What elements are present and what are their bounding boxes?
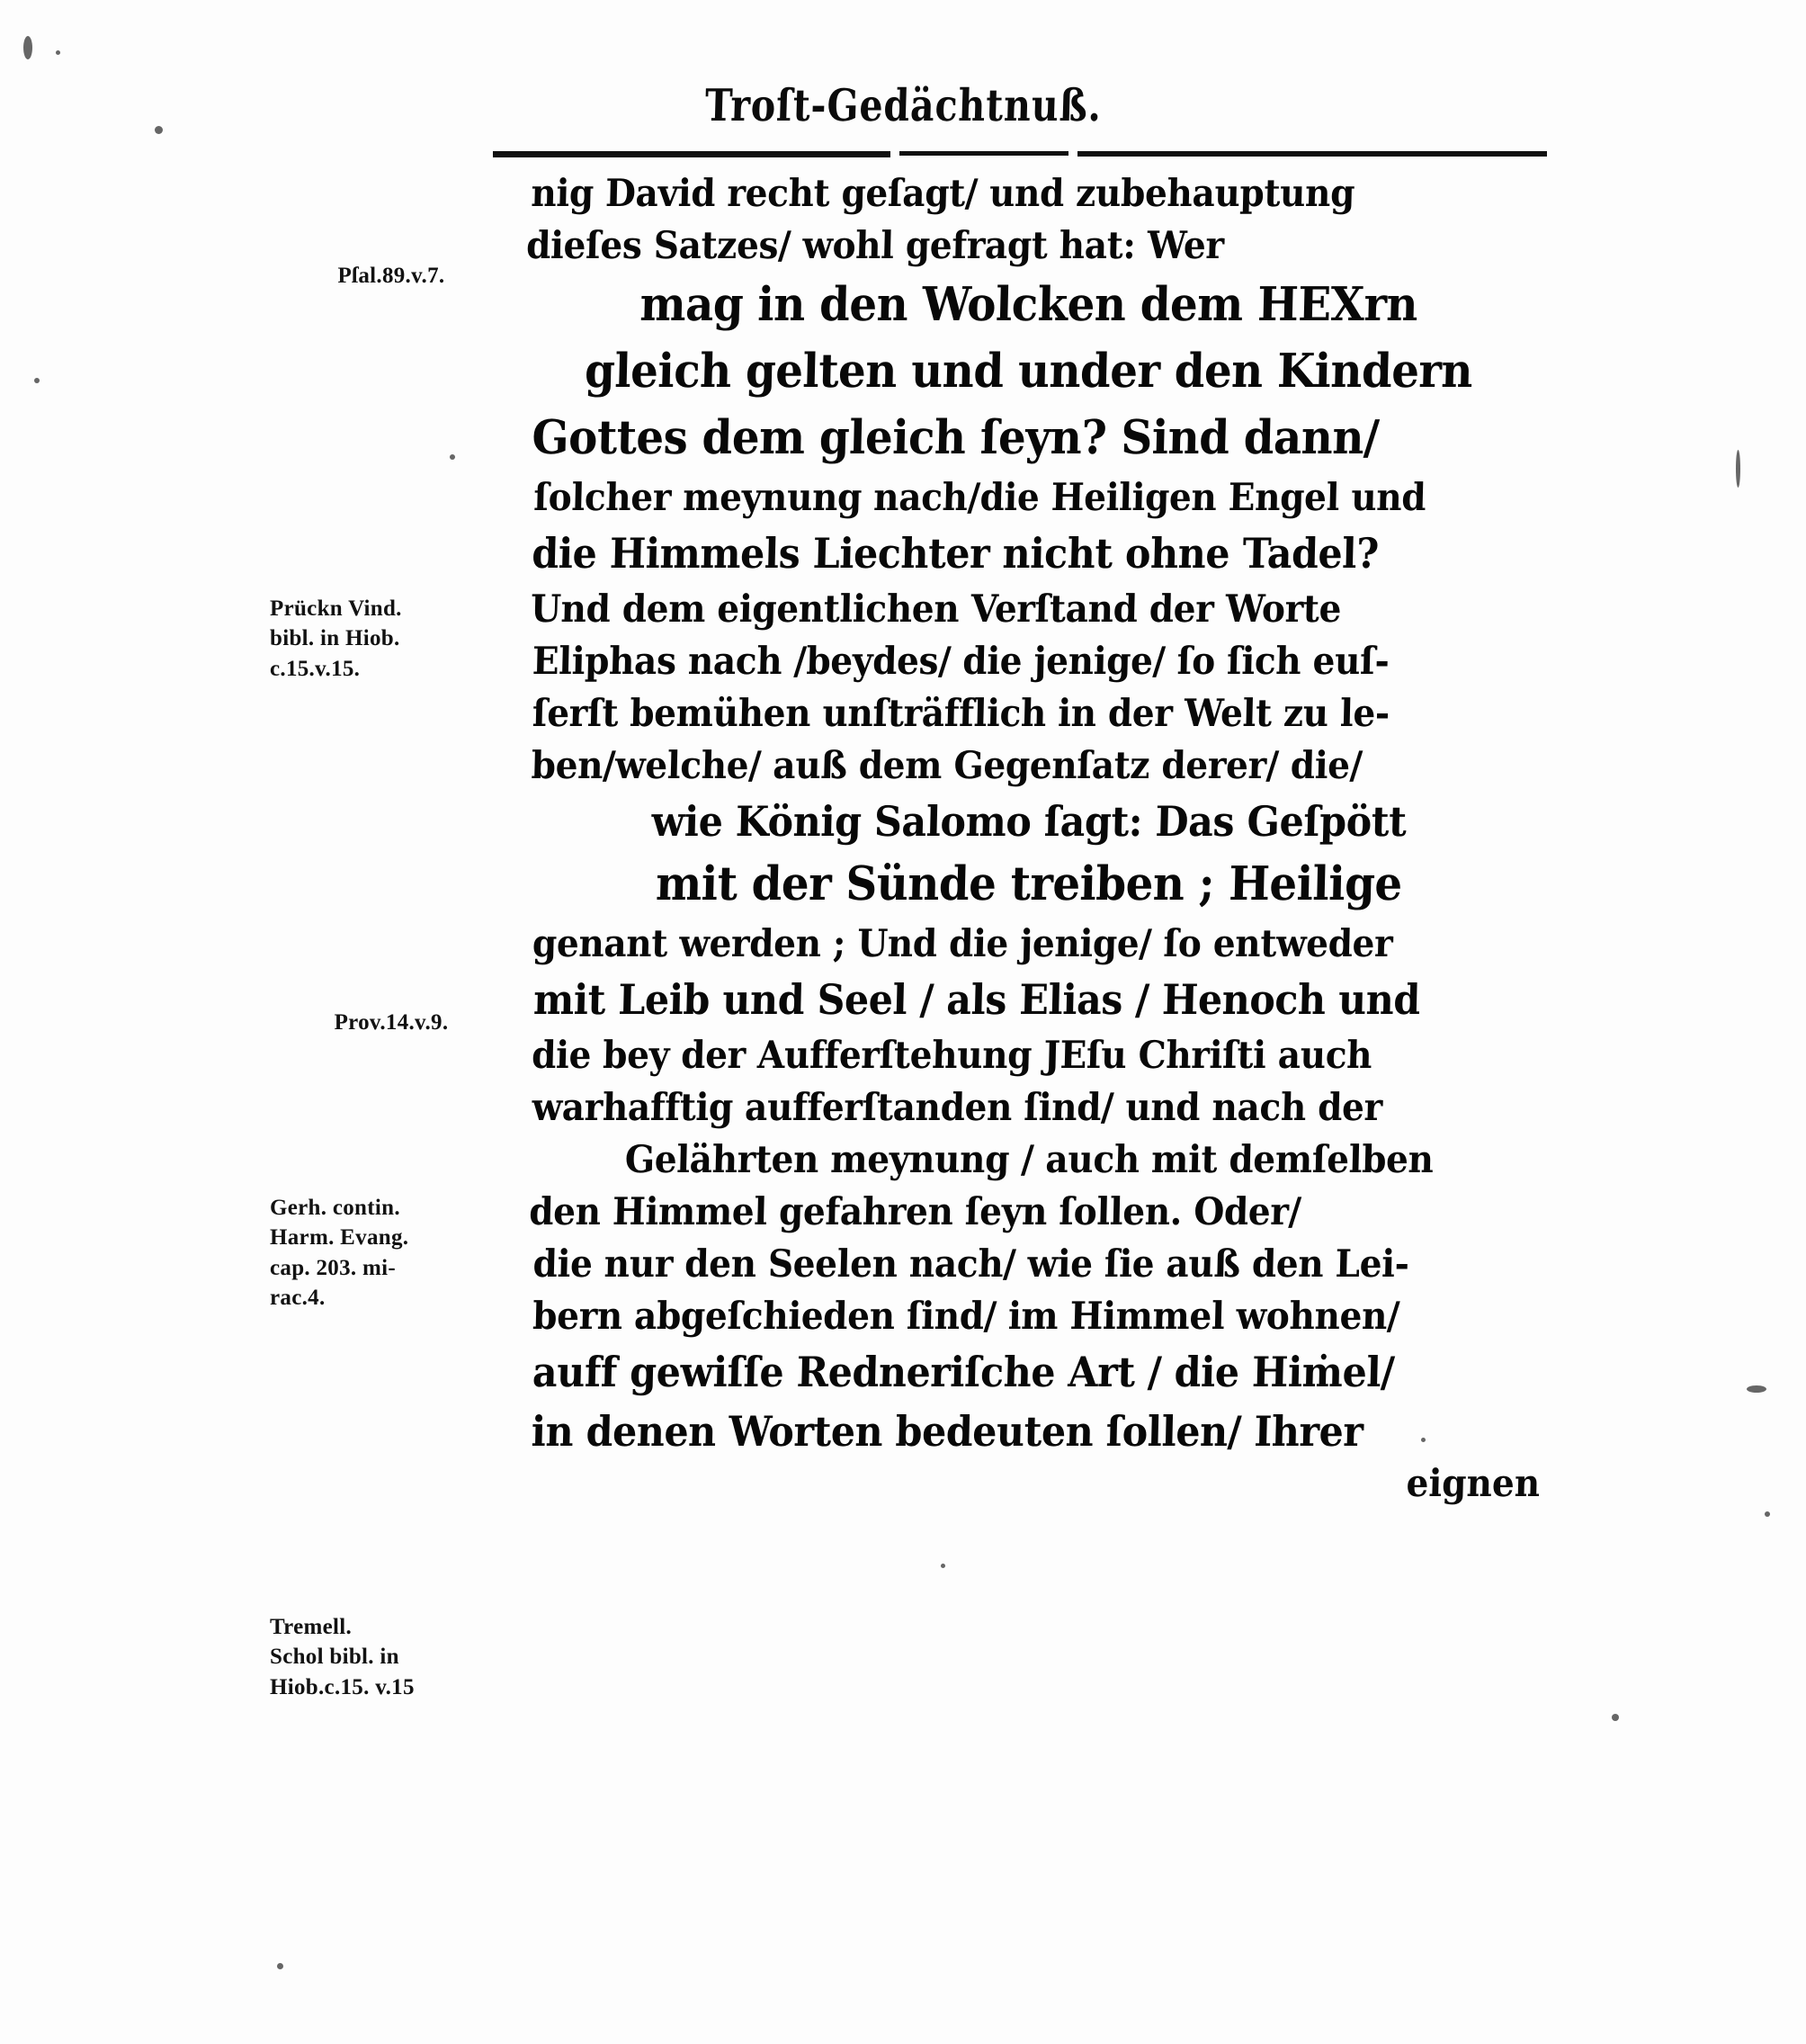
margin-note-line: Gerh. contin. (270, 1196, 400, 1220)
body-line-text: ben/welche/ auß dem Gegenſatz derer/ die/ (531, 743, 1363, 787)
body-line-text: auff gewiſſe Redneriſche Art / die Hiṁel/ (532, 1348, 1395, 1396)
body-text-column (500, 167, 1558, 1505)
body-line (500, 792, 1558, 851)
body-line (500, 1134, 1558, 1186)
body-line (500, 740, 1558, 792)
body-line-text: mit der Sünde treiben ; Heilige (655, 856, 1403, 911)
catchword (500, 1461, 1558, 1505)
body-line (500, 1186, 1558, 1238)
body-line (500, 687, 1558, 740)
body-line (500, 167, 1558, 220)
margin-note-line: cap. 203. mi- (270, 1255, 396, 1280)
body-line (500, 272, 1558, 338)
body-line (500, 1290, 1558, 1342)
body-line (500, 471, 1558, 524)
margin-note-line: rac.4. (270, 1285, 326, 1310)
body-line-text: den Himmel gefahren ſeyn ſollen. Oder/ (528, 1189, 1302, 1233)
scan-speck (450, 454, 455, 460)
body-line (500, 1238, 1558, 1290)
margin-note-line: Tremell. (270, 1615, 353, 1639)
scan-speck (34, 378, 40, 383)
running-head (0, 79, 1806, 131)
body-line (500, 635, 1558, 687)
body-line-text: Gottes dem gleich ſeyn? Sind dann/ (531, 410, 1380, 465)
body-line-text: Und dem eigentlichen Verſtand der Worte (530, 587, 1342, 631)
body-line-text: wie König Salomo ſagt: Das Geſpött (650, 797, 1408, 846)
body-line (500, 851, 1558, 918)
scan-speck (1612, 1714, 1619, 1721)
body-line-text: ſerſt bemühen unſträfflich in der Welt zu le- (532, 691, 1390, 735)
scan-speck (1736, 450, 1740, 488)
body-line-text: dieſes Satzes/ wohl gefragt hat: Wer (525, 223, 1225, 267)
body-line (500, 524, 1558, 583)
body-line-text: genant werden ; Und die jenige/ ſo entweder (532, 921, 1393, 965)
header-rule-right (1077, 151, 1547, 157)
margin-note-gerhard (270, 1193, 513, 1313)
body-line (500, 338, 1558, 405)
margin-note-tremell (270, 1612, 513, 1702)
scan-speck (277, 1963, 283, 1969)
body-line-text: mit Leib und Seel / als Elias / Henoch und (532, 975, 1421, 1024)
margin-note-line: Hiob.c.15. v.15 (270, 1674, 415, 1699)
margin-note-line: Schol bibl. in (270, 1645, 399, 1670)
margin-note-line: Prov.14.v.9. (334, 1010, 449, 1035)
body-line (500, 1402, 1558, 1461)
body-line-text: gleich gelten und under den Kindern (584, 344, 1474, 399)
margin-note-line: Pſal.89.v.7. (337, 264, 445, 288)
body-line-text: die bey der Aufferſtehung JEſu Chriſti auch (531, 1033, 1372, 1077)
scan-speck (1765, 1511, 1770, 1517)
body-line (500, 583, 1558, 635)
body-line (500, 1342, 1558, 1402)
body-line (500, 970, 1558, 1029)
margin-note-line: Harm. Evang. (270, 1225, 409, 1251)
body-line-text: ſolcher meynung nach/die Heiligen Engel und (532, 475, 1426, 519)
body-line (500, 1081, 1558, 1134)
scan-speck (1747, 1385, 1766, 1393)
margin-note-line: Prückn Vind. (270, 596, 402, 621)
margin-note-prov (270, 1008, 513, 1037)
margin-note-line: bibl. in Hiob. (270, 626, 400, 651)
body-line-text: nig David recht geſagt/ und zubehauptung (530, 171, 1355, 215)
body-line-text: die Himmels Liechter nicht ohne Tadel? (531, 529, 1380, 578)
margin-note-pruckn (270, 594, 513, 684)
body-line (500, 405, 1558, 471)
scan-speck (941, 1564, 945, 1568)
body-line-text: bern abgeſchieden ſind/ im Himmel wohnen/ (532, 1294, 1400, 1338)
body-line-text: mag in den Wolcken dem HEXrn (639, 277, 1419, 332)
body-line-text: warhafftig aufferſtanden ſind/ und nach der (531, 1085, 1383, 1129)
body-line (500, 918, 1558, 970)
header-rule-left (493, 151, 890, 157)
scan-speck (23, 36, 32, 59)
body-line-text: Gelährten meynung / auch mit demſelben (624, 1137, 1435, 1181)
body-line (500, 1029, 1558, 1081)
body-line-text: in denen Worten bedeuten ſollen/ Ihrer (531, 1407, 1364, 1456)
catchword-text: eignen (1406, 1461, 1542, 1505)
margin-note-line: c.15.v.15. (270, 656, 361, 681)
body-line (500, 220, 1558, 272)
body-line-text: Eliphas nach /beydes/ die jenige/ ſo ſich euſ- (532, 639, 1390, 683)
header-rule-middle (899, 151, 1068, 156)
margin-note-psalm (270, 261, 513, 291)
scan-speck (56, 50, 60, 55)
running-head-text: Troſt-Gedächtnuß. (704, 79, 1104, 131)
body-line-text: die nur den Seelen nach/ wie ſie auß den Lei- (532, 1242, 1410, 1286)
